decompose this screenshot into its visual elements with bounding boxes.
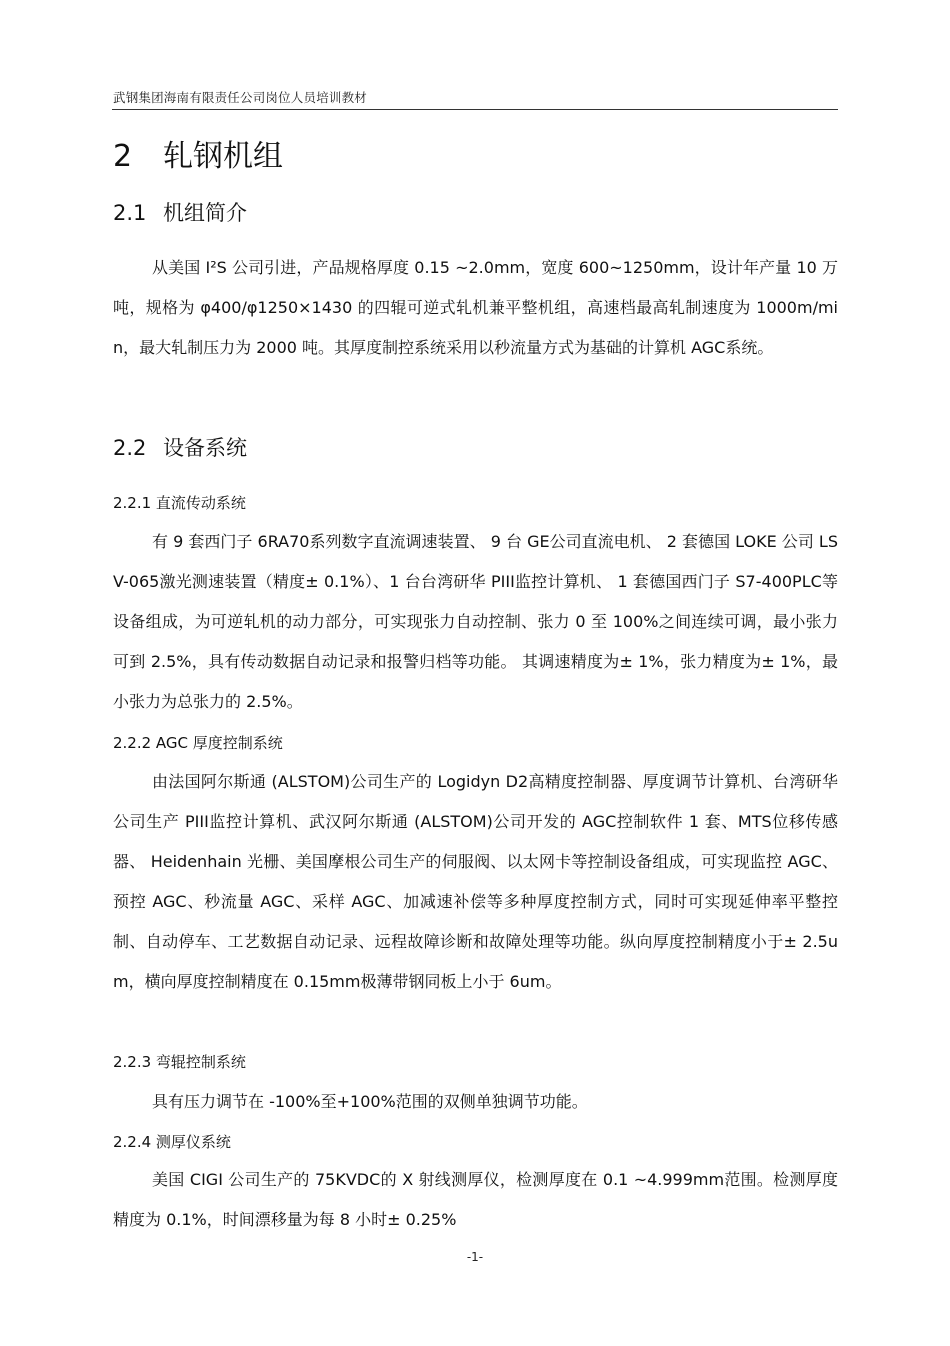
chapter-title-text: 轧钢机组 <box>163 139 283 174</box>
paragraph-2-1: 从美国 I²S 公司引进，产品规格厚度 0.15 ~2.0mm，宽度 600~1250mm，设计年产量 10 万吨，规格为 φ400/φ1250×1430 的四辊可逆式轧机兼平整机组，高速档最高轧制速度为 1000m/min，最大轧制压力为 2000 吨。其厚度制控系统采用以秒流量方式为基础的计算机 AGC系统。 <box>113 258 838 357</box>
section-title: 设备系统 <box>163 436 247 460</box>
chapter-number: 2 <box>113 139 133 174</box>
subsection-heading-2-2-4: 2.2.4 测厚仪系统 <box>113 1133 231 1151</box>
section-heading-2-2 <box>113 432 247 462</box>
section-title: 机组简介 <box>163 201 247 225</box>
running-header: 武钢集团海南有限责任公司岗位人员培训教材 <box>113 90 368 105</box>
paragraph-2-2-2: 由法国阿尔斯通 (ALSTOM)公司生产的 Logidyn D2高精度控制器、厚度调节计算机、台湾研华公司生产 PIII监控计算机、武汉阿尔斯通 (ALSTOM)公司开发的 AGC控制软件 1 套、MTS位移传感器、 Heidenhain 光栅、美国摩根公司生产的伺服阀、以太网卡等控制设备组成，可实现监控 AGC、预控 AGC、秒流量 AGC、采样 AGC、加减速补偿等多种厚度控制方式，同时可实现延伸率平整控制、自动停车、工艺数据自动记录、远程故障诊断和故障处理等功能。纵向厚度控制精度小于± 2.5um，横向厚度控制精度在 0.15mm极薄带钢同板上小于 6um。 <box>113 772 838 991</box>
subsection-heading-2-2-2: 2.2.2 AGC 厚度控制系统 <box>113 734 283 752</box>
subsection-heading-2-2-3: 2.2.3 弯辊控制系统 <box>113 1053 246 1071</box>
chapter-title <box>113 131 283 175</box>
page-number: -1- <box>466 1250 484 1264</box>
section-heading-2-1 <box>113 197 247 227</box>
header-divider <box>112 109 838 110</box>
paragraph-2-2-3: 具有压力调节在 -100%至+100%范围的双侧单独调节功能。 <box>152 1092 588 1111</box>
paragraph-2-2-1: 有 9 套西门子 6RA70系列数字直流调速装置、 9 台 GE公司直流电机、 2 套德国 LOKE 公司 LSV-065激光测速装置（精度± 0.1%）、1 台台湾研华 PIII监控计算机、 1 套德国西门子 S7-400PLC等设备组成，为可逆轧机的动力部分，可实现张力自动控制、张力 0 至 100%之间连续可调，最小张力可到 2.5%，具有传动数据自动记录和报警归档等功能。 其调速精度为± 1%，张力精度为± 1%，最小张力为总张力的 2.5%。 <box>113 532 838 711</box>
section-number: 2.2 <box>113 436 147 460</box>
section-number: 2.1 <box>113 201 147 225</box>
paragraph-2-2-4: 美国 CIGI 公司生产的 75KVDC的 X 射线测厚仪，检测厚度在 0.1 ~4.999mm范围。检测厚度精度为 0.1%，时间漂移量为每 8 小时± 0.25% <box>113 1170 838 1229</box>
subsection-heading-2-2-1: 2.2.1 直流传动系统 <box>113 494 246 512</box>
